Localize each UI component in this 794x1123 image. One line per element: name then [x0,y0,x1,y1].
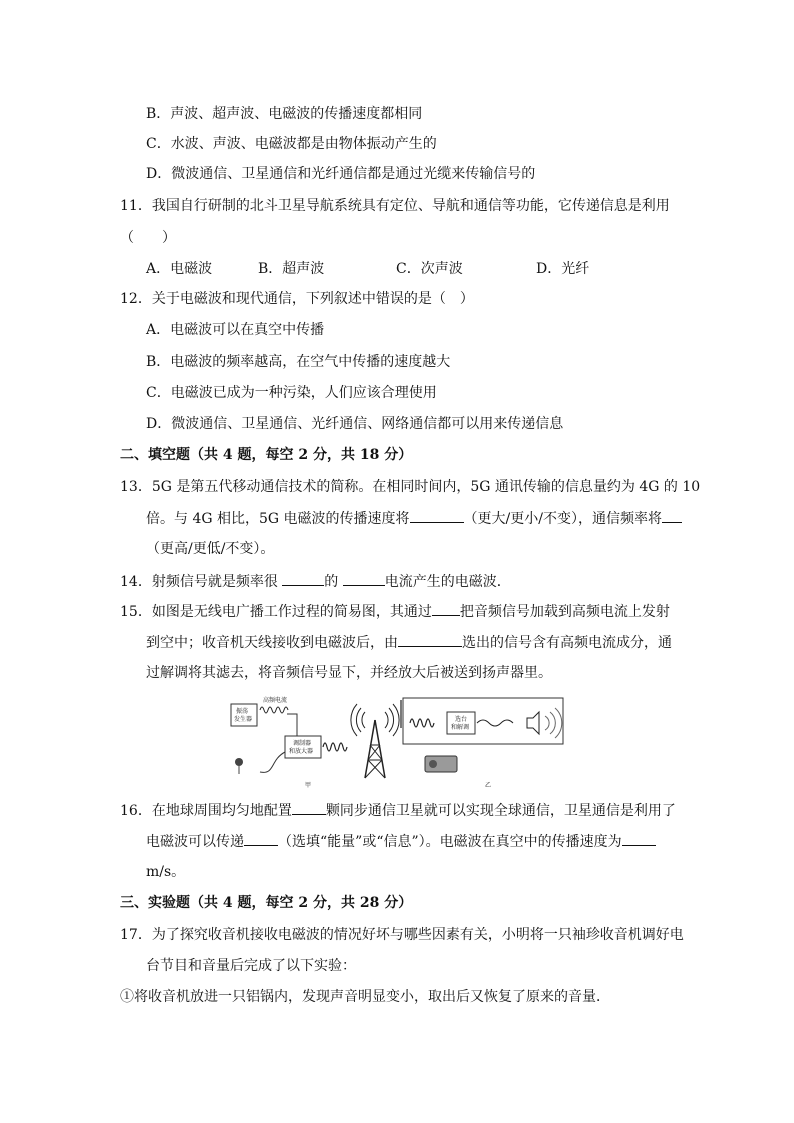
q16-text-c: 电磁波可以传递 [146,834,244,850]
transmission-tower-icon [351,704,399,778]
radio-broadcast-figure [215,690,575,792]
q16-line-2 [146,831,656,852]
broadcast-diagram [215,690,575,792]
q10-option-b: B．声波、超声波、电磁波的传播速度都相同 [146,106,423,122]
connector-line [287,714,297,736]
q11-option-a: A．电磁波 [146,261,213,277]
q14-text-a: 14．射频信号就是频率很 [120,574,283,590]
q16-text-b: 颗同步通信卫星就可以实现全球通信，卫星通信是利用了 [325,803,676,819]
q13-line-1: 13．5G 是第五代移动通信技术的简称。在相同时间内，5G 通讯传输的信息量约为 4G 的 10 [120,479,701,495]
q17-line-1: 17．为了探究收音机接收电磁波的情况好坏与哪些因素有关，小明将一只袖珍收音机调好电 [120,927,684,943]
q12-option-b: B．电磁波的频率越高，在空气中传播的速度越大 [146,354,451,370]
modulator-label-2: 和放大器 [289,748,314,755]
q11-option-c: C．次声波 [396,261,463,277]
high-frequency-wave-icon [260,707,288,713]
q16-blank-2[interactable] [244,831,278,846]
q15-text-a: 15．如图是无线电广播工作过程的简易图，其通过 [120,604,432,620]
microphone-icon [235,758,243,766]
q16-line-3: m/s。 [146,864,186,880]
tuner-label-1: 选台 [455,716,468,723]
section-fill-in-heading: 二、填空题（共 4 题，每空 2 分，共 18 分） [120,447,413,463]
q12-stem: 12．关于电磁波和现代通信，下列叙述中错误的是（ ） [120,291,474,307]
q11-option-b: B．超声波 [258,261,325,277]
tuner-label-2: 和解调 [451,724,470,731]
q17-line-2: 台节目和音量后完成了以下实验： [146,958,356,974]
q15-blank-2[interactable] [398,632,462,647]
q16-text-a: 16．在地球周围均匀地配置 [120,803,292,819]
mic-cable [260,752,285,772]
q12-option-a: A．电磁波可以在真空中传播 [146,322,325,338]
q15-blank-1[interactable] [432,601,460,616]
high-frequency-label: 高频电流 [263,697,288,704]
oscillator-label-2: 发生器 [234,716,253,723]
q15-line-3: 过解调将其滤去，将音频信号显下，并经放大后被送到扬声器里。 [146,665,552,681]
q16-blank-1[interactable] [292,800,326,815]
q13-blank-1[interactable] [410,508,464,523]
q16-text-d: （选填“能量”或“信息”）。电磁波在真空中的传播速度为 [278,834,622,850]
q17-line-3: ①将收音机放进一只铝锅内，发现声音明显变小，取出后又恢复了原来的音量． [120,989,610,1005]
q14-blank-1[interactable] [282,571,324,586]
panel-yi-label: 乙 [485,782,492,789]
q11-stem: 11．我国自行研制的北斗卫星导航系统具有定位、导航和通信等功能，它传递信息是利用 [120,198,670,214]
q13-line-2-text-b: （更大/更小/不变），通信频率将 [463,511,662,527]
q14-line [120,571,511,592]
panel-jia-label: 甲 [305,782,312,789]
q11-option-d: D．光纤 [536,261,590,277]
radio-speaker-grille [429,760,437,768]
q10-option-c: C．水波、声波、电磁波都是由物体振动产生的 [146,136,437,152]
modulator-label-1: 调制器 [293,740,312,747]
q16-blank-3[interactable] [622,831,656,846]
q13-blank-2[interactable] [662,508,682,523]
section-experiment-heading: 三、实验题（共 4 题，每空 2 分，共 28 分） [120,895,413,911]
q15-line-2 [146,632,672,653]
q15-line-1 [120,601,670,622]
q13-line-3: （更高/更低/不变）。 [146,541,275,557]
q14-text-c: 电流产生的电磁波． [384,574,511,590]
q12-option-d: D．微波通信、卫星通信、光纤通信、网络通信都可以用来传递信息 [146,416,564,432]
q15-text-c: 到空中；收音机天线接收到电磁波后，由 [146,635,398,651]
q14-text-b: 的 [324,574,343,590]
q16-line-1 [120,800,676,821]
q13-line-2 [146,508,682,529]
oscillator-label-1: 振荡 [236,708,249,715]
q12-option-c: C．电磁波已成为一种污染，人们应该合理使用 [146,385,437,401]
q14-blank-2[interactable] [343,571,385,586]
q10-option-d: D．微波通信、卫星通信和光纤通信都是通过光缆来传输信号的 [146,166,536,182]
q11-answer-paren: （ ） [120,230,176,246]
q15-text-d: 选出的信号含有高频电流成分，通 [462,635,672,651]
q13-line-2-text-a: 倍。与 4G 相比，5G 电磁波的传播速度将 [146,511,410,527]
q15-text-b: 把音频信号加载到高频电流上发射 [459,604,670,620]
modulated-wave-icon [323,743,347,751]
